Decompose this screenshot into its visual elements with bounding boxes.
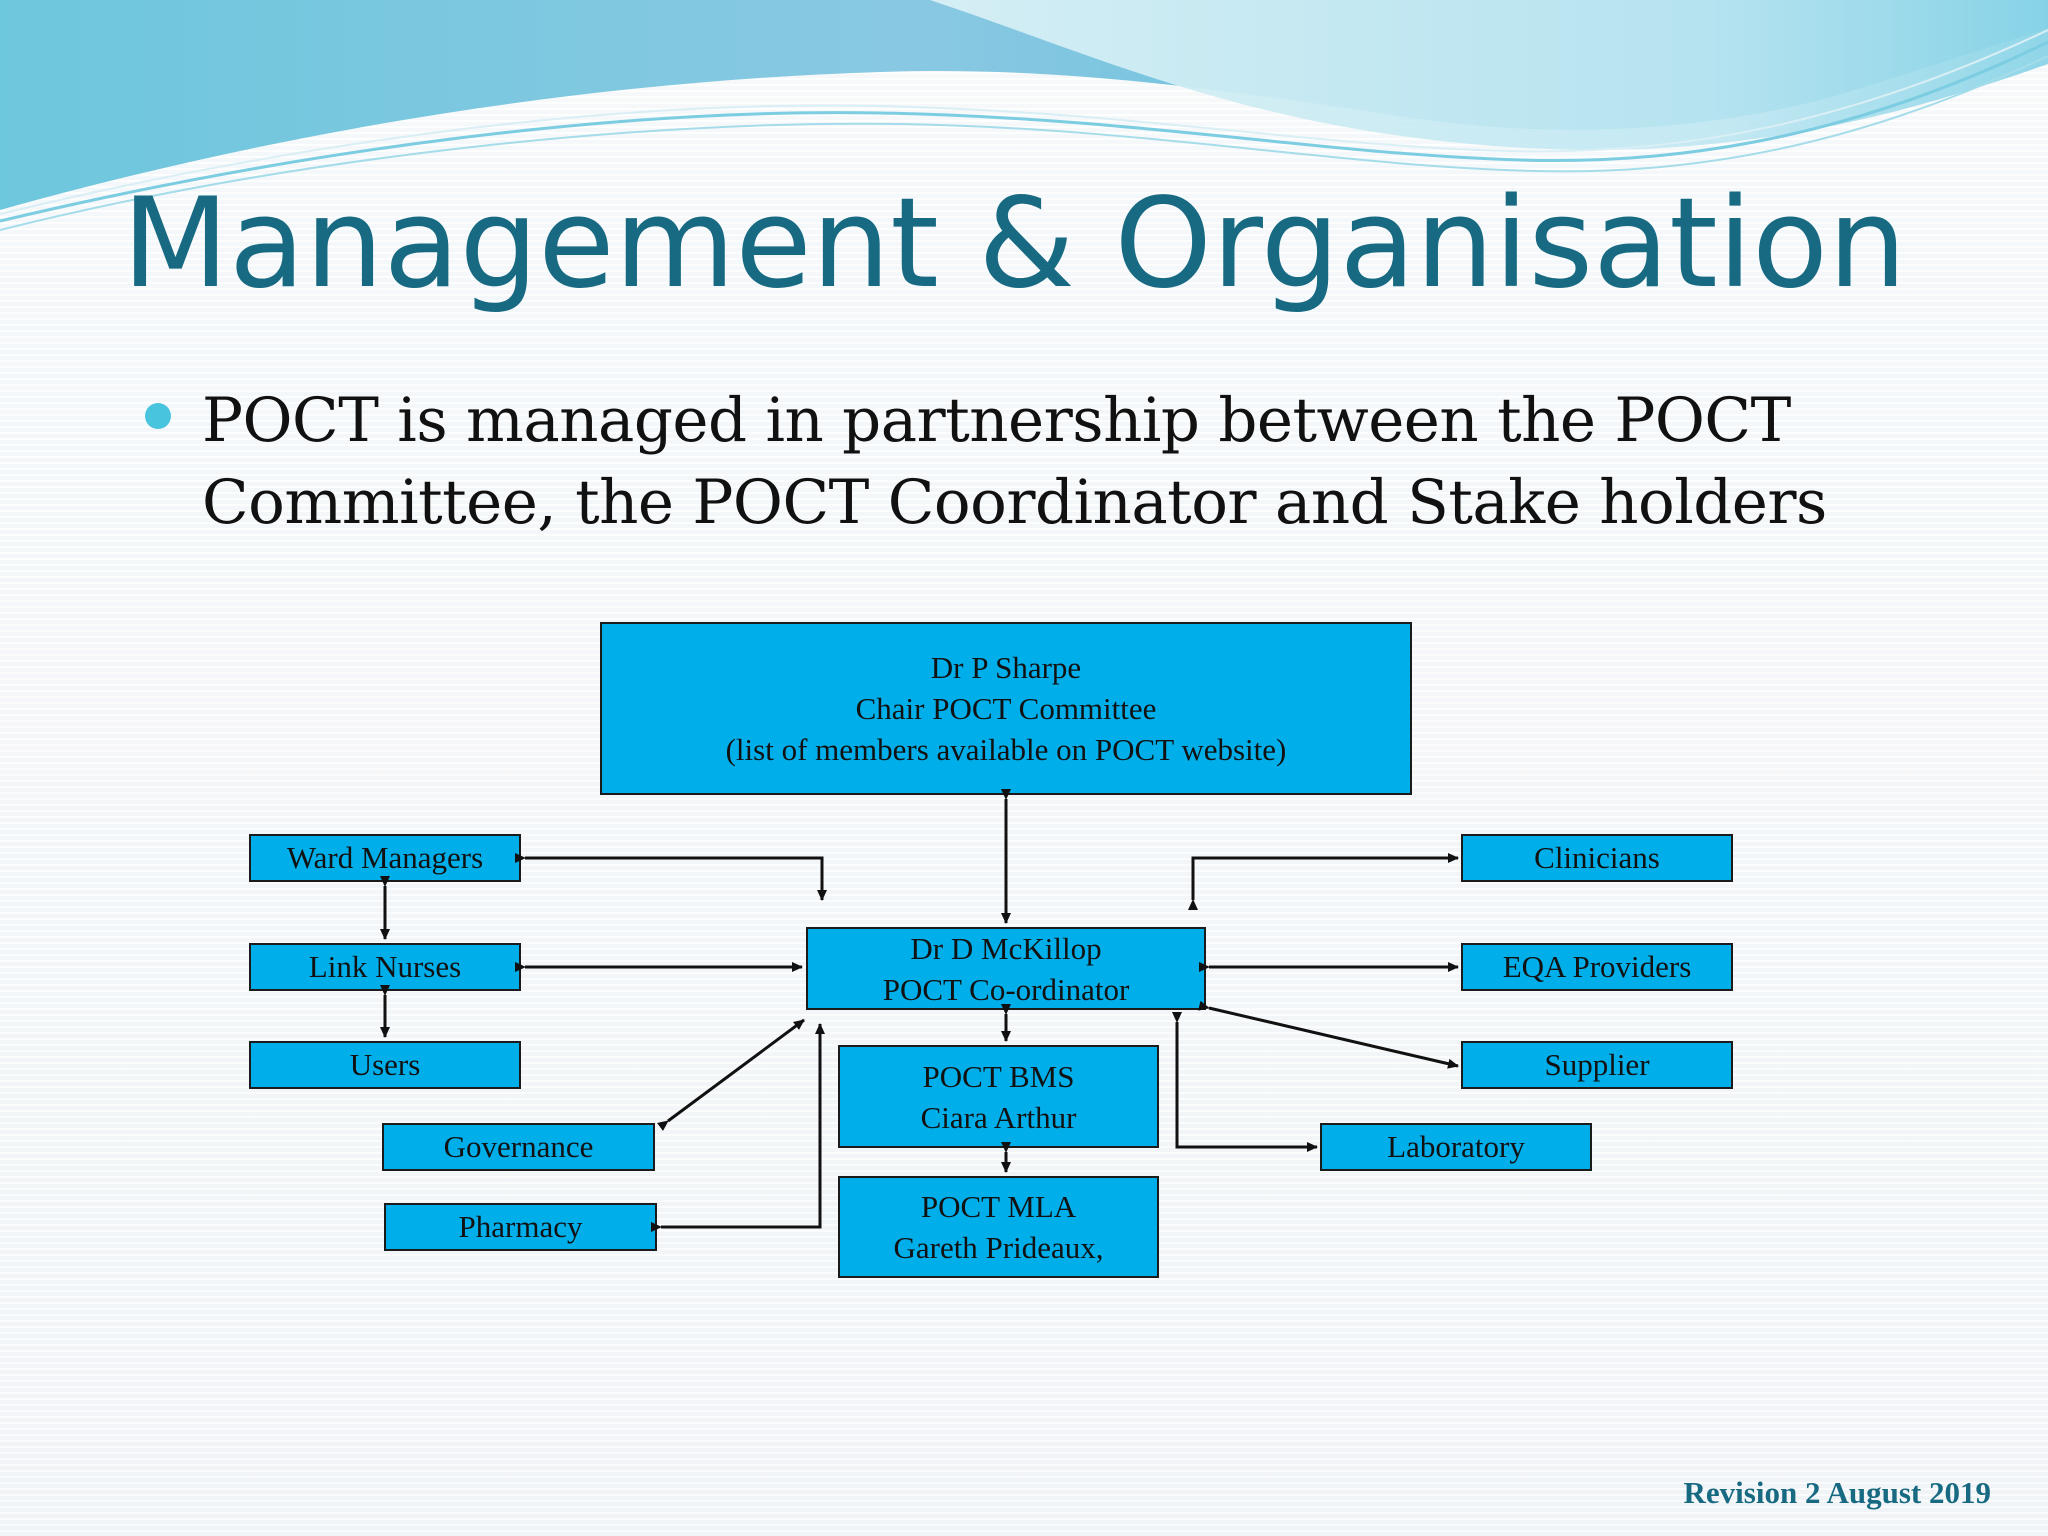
chair-role: Chair POCT Committee bbox=[855, 691, 1157, 726]
supplier-node: Supplier bbox=[1461, 1041, 1733, 1089]
page-title: Management & Organisation bbox=[122, 172, 1907, 316]
governance-node: Governance bbox=[382, 1123, 655, 1171]
ward-managers-node: Ward Managers bbox=[249, 834, 521, 882]
poct-bms-name: Ciara Arthur bbox=[920, 1099, 1077, 1135]
coordinator-role: POCT Co-ordinator bbox=[882, 971, 1130, 1007]
chair-node bbox=[600, 622, 1412, 795]
users-node: Users bbox=[249, 1041, 521, 1089]
poct-mla-node bbox=[838, 1176, 1159, 1278]
poct-mla-title: POCT MLA bbox=[920, 1189, 1077, 1224]
link-nurses-node: Link Nurses bbox=[249, 943, 521, 991]
poct-bms-node bbox=[838, 1045, 1159, 1148]
poct-bms-title: POCT BMS bbox=[922, 1058, 1075, 1094]
chair-name: Dr P Sharpe bbox=[930, 650, 1082, 685]
clinicians-node: Clinicians bbox=[1461, 834, 1733, 882]
bullet-text: POCT is managed in partnership between the POCT Committee, the POCT Coordinator and Stake holders bbox=[202, 385, 1827, 538]
coordinator-name: Dr D McKillop bbox=[910, 930, 1102, 966]
poct-mla-name: Gareth Prideaux, bbox=[893, 1230, 1104, 1265]
coordinator-node bbox=[806, 927, 1206, 1010]
chair-members-note: (list of members available on POCT website) bbox=[725, 732, 1287, 767]
pharmacy-node: Pharmacy bbox=[384, 1203, 657, 1251]
laboratory-node: Laboratory bbox=[1320, 1123, 1592, 1171]
eqa-providers-node: EQA Providers bbox=[1461, 943, 1733, 991]
revision-footer: Revision 2 August 2019 bbox=[1683, 1475, 1991, 1510]
